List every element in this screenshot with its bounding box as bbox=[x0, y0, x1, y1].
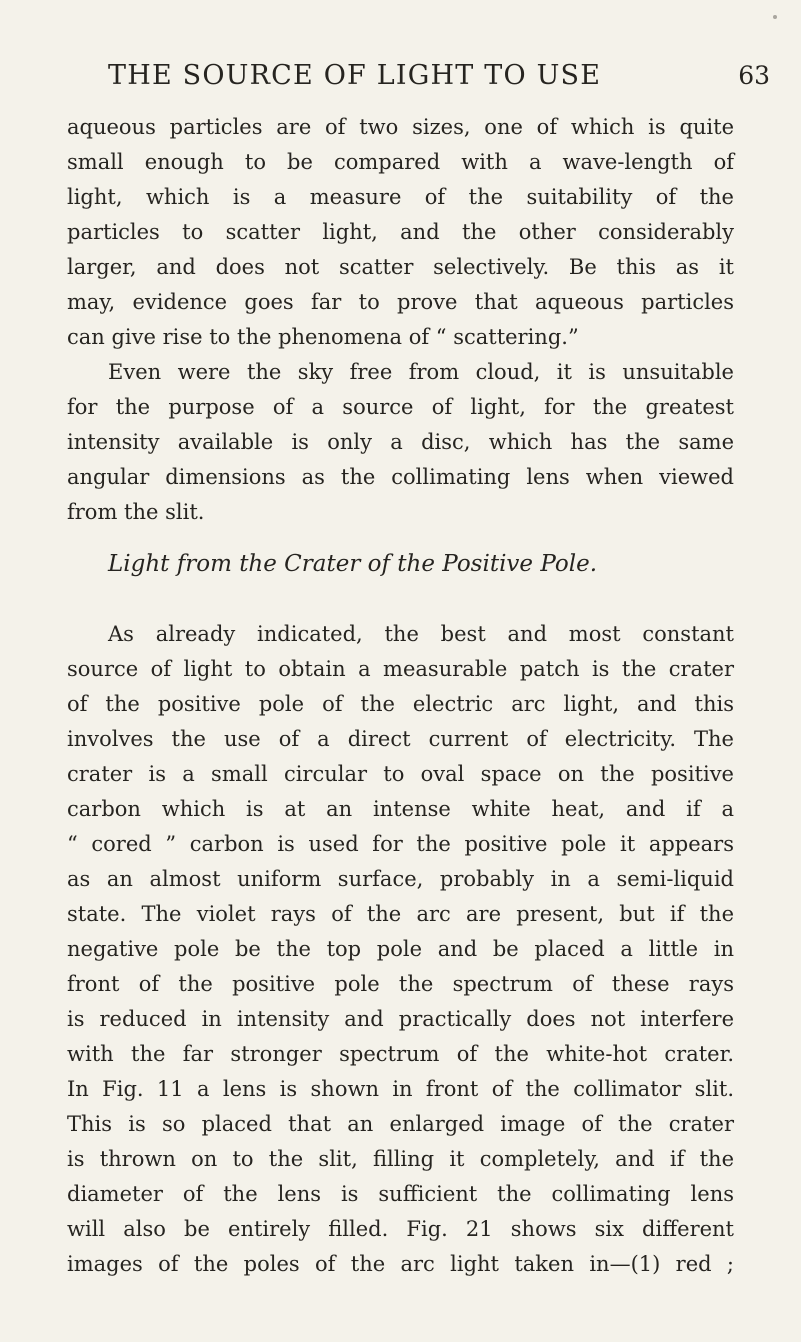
text-line: negative pole be the top pole and be placed a little in bbox=[67, 937, 734, 961]
text-line: with the far stronger spectrum of the white-hot crater. bbox=[67, 1042, 734, 1066]
text-line: Even were the sky free from cloud, it is unsuitable bbox=[108, 360, 734, 384]
text-line: As already indicated, the best and most constant bbox=[108, 622, 734, 646]
text-line: In Fig. 11 a lens is shown in front of the collimator slit. bbox=[67, 1077, 734, 1101]
text-line: “ cored ” carbon is used for the positive pole it appears bbox=[67, 832, 734, 856]
text-line: carbon which is at an intense white heat, and if a bbox=[67, 797, 734, 821]
text-line: will also be entirely filled. Fig. 21 shows six different bbox=[67, 1217, 734, 1241]
text-line: source of light to obtain a measurable patch is the crater bbox=[67, 657, 734, 681]
text-line: involves the use of a direct current of electricity. The bbox=[67, 727, 734, 751]
text-line: may, evidence goes far to prove that aqueous particles bbox=[67, 290, 734, 314]
section-heading: Light from the Crater of the Positive Pole. bbox=[108, 551, 598, 577]
text-line: crater is a small circular to oval space on the positive bbox=[67, 762, 734, 786]
text-line: aqueous particles are of two sizes, one of which is quite bbox=[67, 115, 734, 139]
text-line: can give rise to the phenomena of “ scattering.” bbox=[67, 325, 579, 349]
running-head bbox=[108, 56, 770, 96]
page-speck bbox=[773, 15, 777, 19]
text-line: for the purpose of a source of light, for the greatest bbox=[67, 395, 734, 419]
text-line: particles to scatter light, and the other considerably bbox=[67, 220, 734, 244]
running-title: THE SOURCE OF LIGHT TO USE bbox=[108, 60, 602, 91]
text-line: images of the poles of the arc light taken in—(1) red ; bbox=[67, 1252, 734, 1276]
text-line: as an almost uniform surface, probably in a semi-liquid bbox=[67, 867, 734, 891]
text-line: intensity available is only a disc, which has the same bbox=[67, 430, 734, 454]
text-line: light, which is a measure of the suitability of the bbox=[67, 185, 734, 209]
text-line: angular dimensions as the collimating lens when viewed bbox=[67, 465, 734, 489]
page-number: 63 bbox=[738, 61, 770, 90]
text-line: front of the positive pole the spectrum of these rays bbox=[67, 972, 734, 996]
text-line: diameter of the lens is sufficient the collimating lens bbox=[67, 1182, 734, 1206]
text-line: larger, and does not scatter selectively. Be this as it bbox=[67, 255, 734, 279]
text-line: small enough to be compared with a wave-length of bbox=[67, 150, 734, 174]
text-line: is reduced in intensity and practically does not interfere bbox=[67, 1007, 734, 1031]
text-line: This is so placed that an enlarged image of the crater bbox=[67, 1112, 734, 1136]
text-line: state. The violet rays of the arc are present, but if the bbox=[67, 902, 734, 926]
text-line: from the slit. bbox=[67, 500, 205, 524]
text-line: is thrown on to the slit, filling it completely, and if the bbox=[67, 1147, 734, 1171]
text-line: of the positive pole of the electric arc light, and this bbox=[67, 692, 734, 716]
